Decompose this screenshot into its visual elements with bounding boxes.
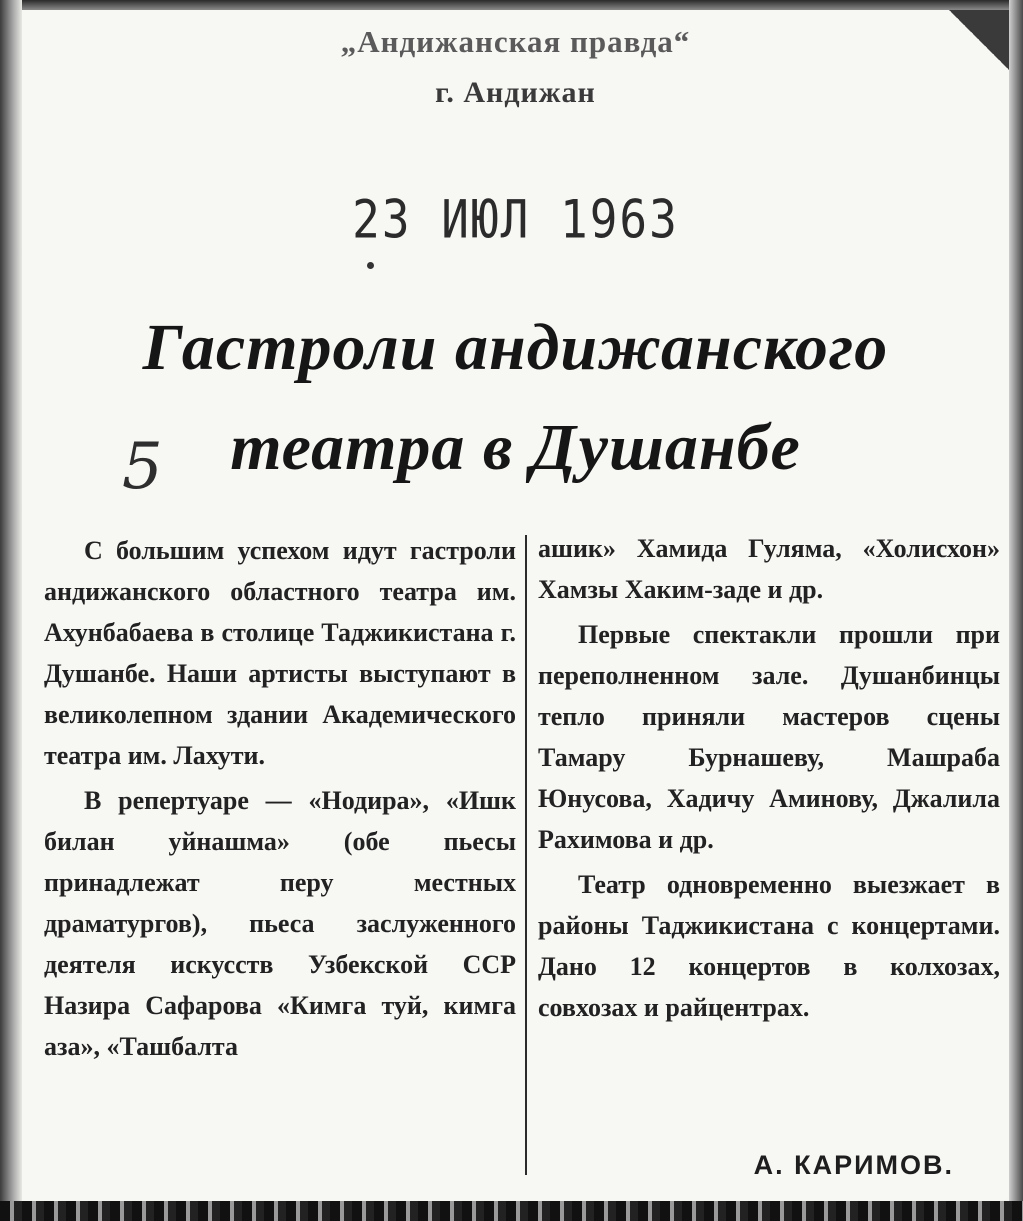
article-column-right — [538, 528, 1000, 1032]
headline-line-2: театра в Душанбе — [230, 411, 801, 484]
paragraph: С большим успехом идут гастроли андижанского областного театра им. Ахунбабаева в столице Таджикистана г. Душанбе. Наши артисты выступают в великолепном здании Академического театра им. Лахути. — [44, 536, 516, 770]
paragraph: ашик» Хамида Гуляма, «Холисхон» Хамзы Хаким-заде и др. — [538, 534, 1000, 604]
newspaper-name: „Андижанская правда“ — [340, 24, 691, 59]
paragraph: Первые спектакли прошли при переполненном зале. Душанбинцы тепло приняли мастеров сцены Тамару Бурнашеву, Машраба Юнусова, Хадичу Аминову, Джалила Рахимова и др. — [538, 620, 1000, 854]
scan-edge-right — [1009, 0, 1023, 1221]
author-signature: А. КАРИМОВ. — [753, 1150, 954, 1180]
ink-dot — [367, 262, 374, 269]
headline-line-1: Гастроли андижанского — [142, 311, 889, 384]
scan-edge-left — [0, 0, 22, 1221]
article-column-left — [44, 530, 516, 1071]
scan-edge-bottom — [0, 1201, 1023, 1221]
newspaper-clipping — [22, 10, 1009, 1201]
handwritten-mark: 5 — [122, 430, 163, 504]
paragraph: В репертуаре — «Нодира», «Ишк билан уйнашма» (обе пьесы принадлежат перу местных драматургов), пьеса заслуженного деятеля искусств Узбекской ССР Назира Сафарова «Кимга туй, кимга аза», «Ташбалта — [44, 786, 516, 1061]
paragraph: Театр одновременно выезжает в районы Таджикистана с концертами. Дано 12 концертов в колхозах, совхозах и райцентрах. — [538, 870, 1000, 1022]
scan-edge-top — [0, 0, 1023, 10]
newspaper-city: г. Андижан — [435, 76, 596, 109]
date-stamp: 23 ИЮЛ 1963 — [352, 187, 679, 251]
column-divider — [525, 535, 527, 1175]
